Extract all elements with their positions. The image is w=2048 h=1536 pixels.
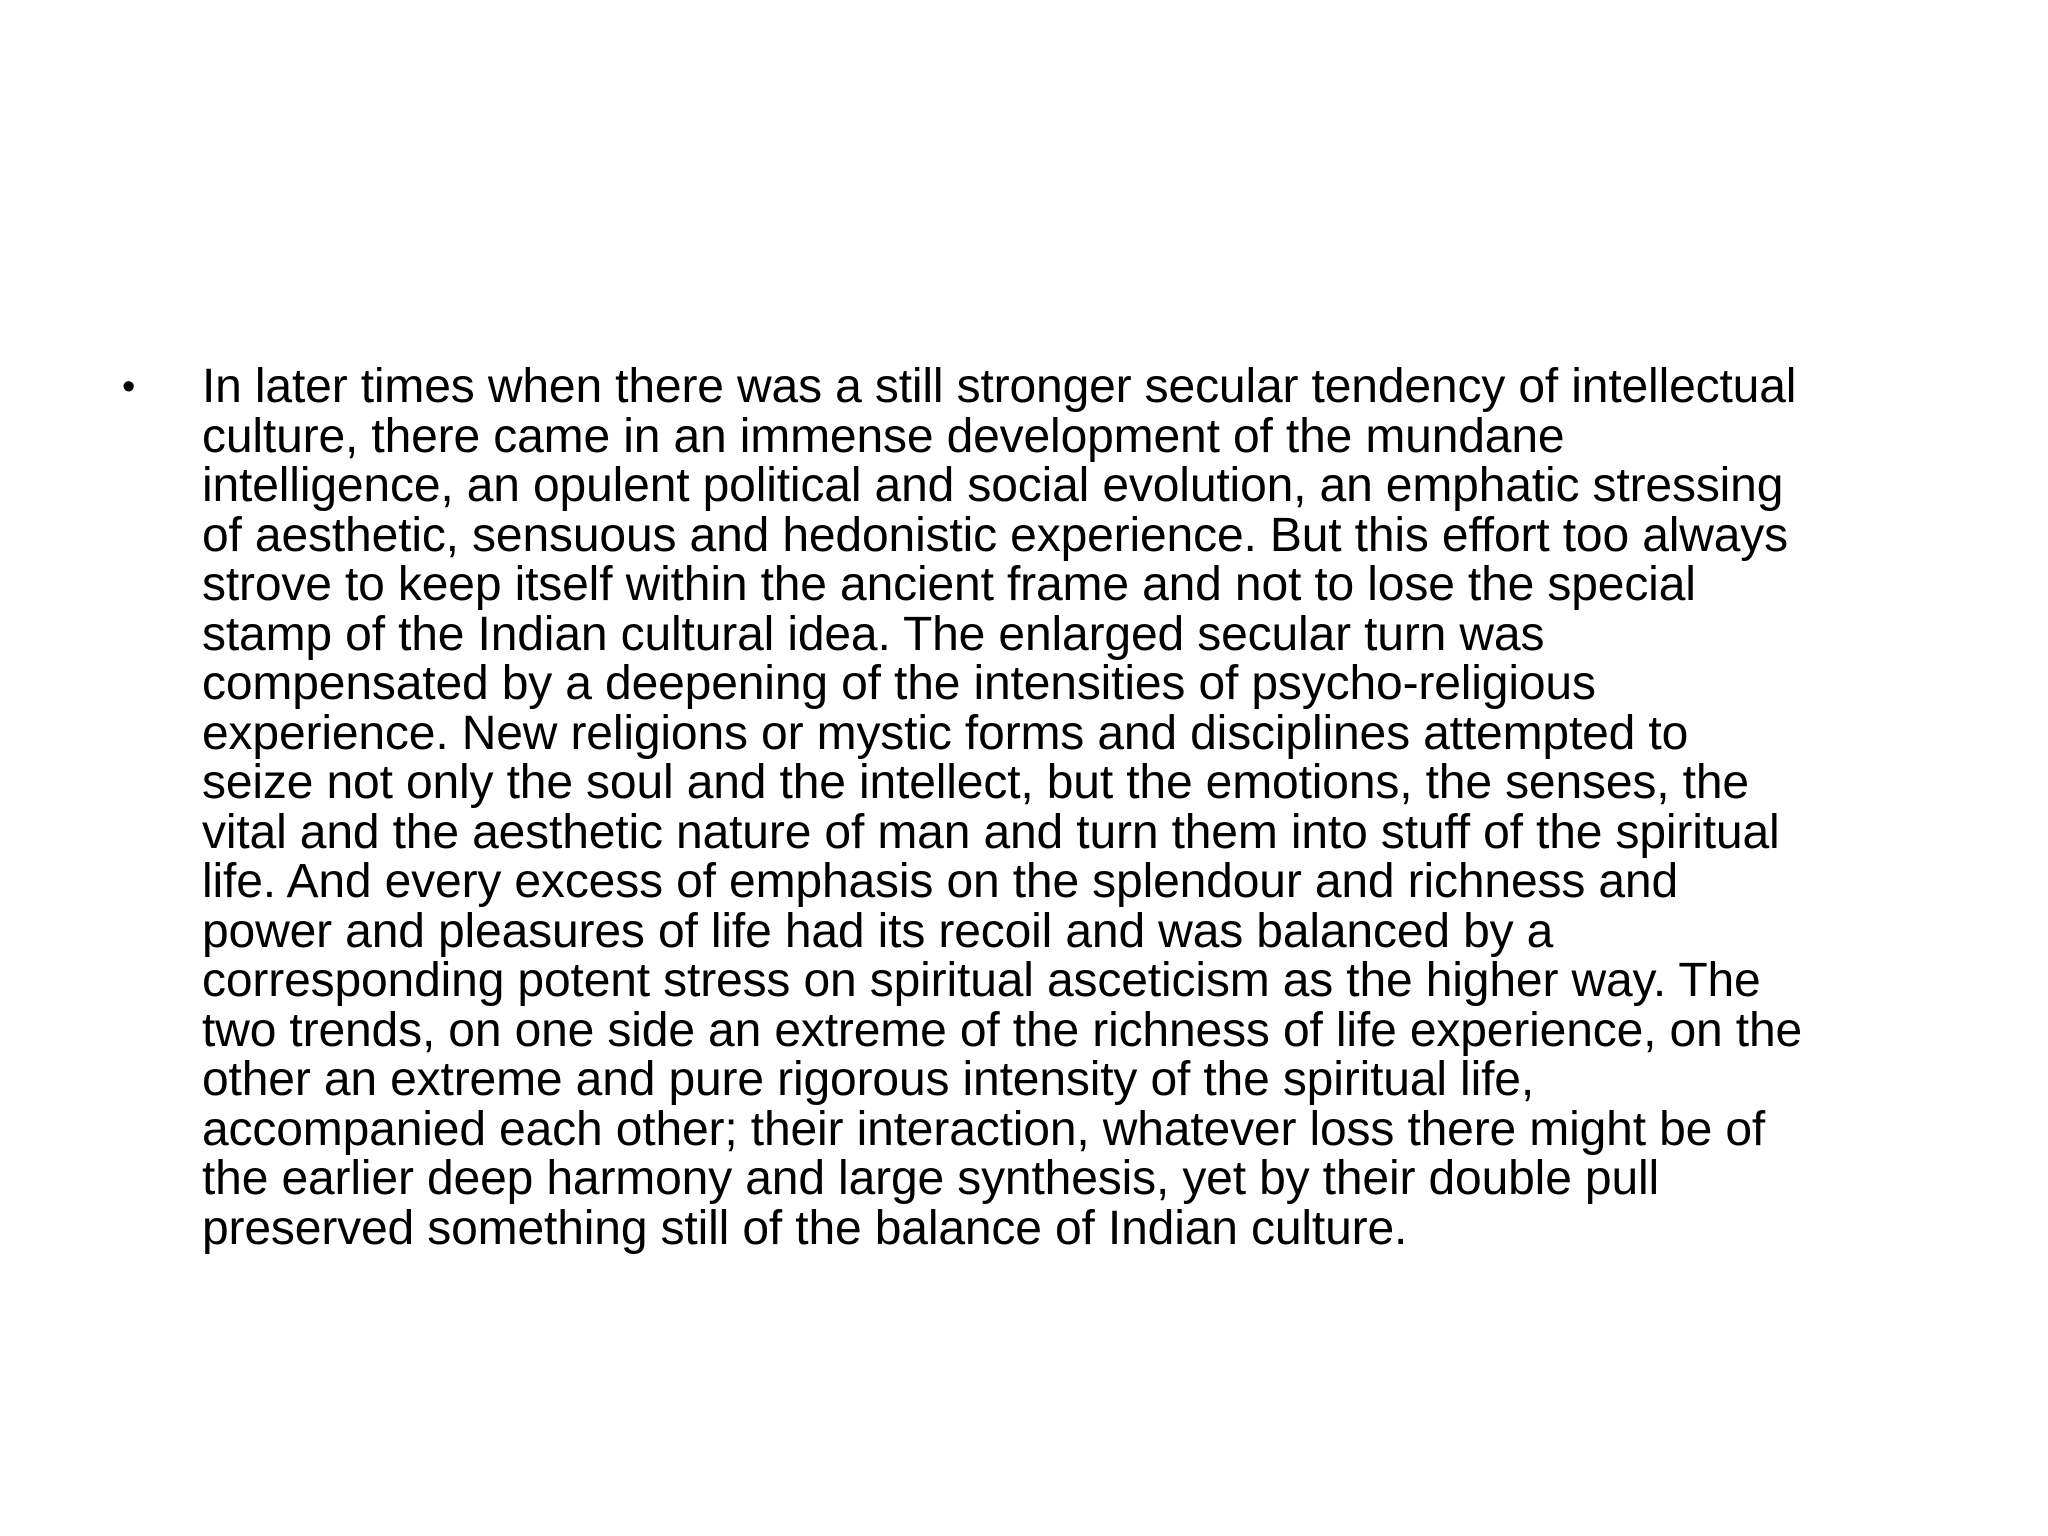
- bullet-text: [202, 362, 1962, 1253]
- text-line: corresponding potent stress on spiritual asceticism as the higher way. The: [202, 954, 1761, 1007]
- text-line: experience. New religions or mystic forms and disciplines attempted to: [202, 706, 1689, 760]
- text-line: two trends, on one side an extreme of the richness of life experience, on the: [202, 1003, 1803, 1057]
- text-line: culture, there came in an immense development of the mundane: [202, 409, 1565, 463]
- text-line: the earlier deep harmony and large synthesis, yet by their double pull: [202, 1152, 1660, 1205]
- text-line: intelligence, an opulent political and social evolution, an emphatic stressing: [202, 459, 1784, 512]
- text-line: seize not only the soul and the intellect, but the emotions, the senses, the: [202, 756, 1749, 809]
- text-line: of aesthetic, sensuous and hedonistic experience. But this effort too always: [202, 508, 1789, 562]
- text-line: power and pleasures of life had its recoil and was balanced by a: [202, 904, 1554, 958]
- text-line: stamp of the Indian cultural idea. The enlarged secular turn was: [202, 607, 1545, 661]
- text-line: life. And every excess of emphasis on the splendour and richness and: [202, 855, 1679, 908]
- text-line: accompanied each other; their interaction, whatever loss there might be of: [202, 1102, 1766, 1156]
- text-line: preserved something still of the balance of Indian culture.: [202, 1201, 1408, 1255]
- bullet-marker: •: [122, 366, 136, 408]
- text-line: vital and the aesthetic nature of man and turn them into stuff of the spiritual: [202, 805, 1780, 859]
- text-line: In later times when there was a still stronger secular tendency of intellectual: [202, 360, 1797, 413]
- text-line: other an extreme and pure rigorous intensity of the spiritual life,: [202, 1053, 1535, 1106]
- text-line: strove to keep itself within the ancient frame and not to lose the special: [202, 558, 1696, 611]
- text-line: compensated by a deepening of the intensities of psycho-religious: [202, 657, 1596, 710]
